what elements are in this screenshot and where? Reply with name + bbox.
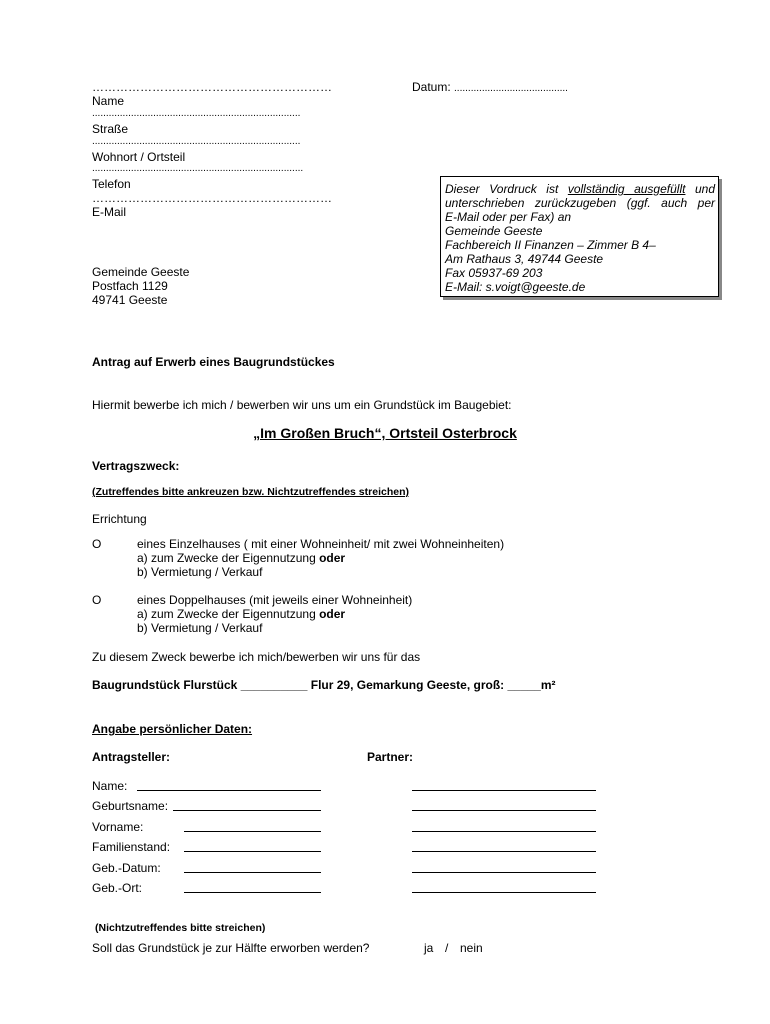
applicant-birthplace-line[interactable] [184, 892, 321, 893]
phone-dots: ............................................................................ [92, 163, 304, 174]
option2-line-2: a) zum Zwecke der Eigennutzung oder [137, 607, 346, 621]
recipient-line-1: Gemeinde Geeste [92, 265, 190, 279]
partner-firstname-line[interactable] [412, 831, 596, 832]
apply-text: Zu diesem Zweck bewerbe ich mich/bewerben wir uns für das [92, 650, 421, 664]
purpose-note: (Zutreffendes bitte ankreuzen bzw. Nichtzutreffendes streichen) [92, 486, 409, 498]
applicant-birthname-line[interactable] [173, 810, 321, 811]
name-dots: …………………………………………………… [92, 80, 332, 94]
partner-birthdate-line[interactable] [412, 872, 596, 873]
strike-note: (Nichtzutreffendes bitte streichen) [95, 922, 266, 934]
date-field [412, 80, 568, 94]
phone-label: Telefon [92, 177, 131, 191]
street-dots: ........................................................................... [92, 108, 301, 119]
half-question: Soll das Grundstück je zur Hälfte erworben werden? [92, 941, 370, 955]
email-dots: …………………………………………………… [92, 191, 332, 205]
name-label: Name [92, 94, 125, 108]
answer-separator: / [445, 941, 449, 955]
recipient-line-2: Postfach 1129 [92, 279, 168, 293]
birthname-field-label: Geburtsname: [92, 799, 169, 813]
partner-birthplace-line[interactable] [412, 892, 596, 893]
city-label: Wohnort / Ortsteil [92, 150, 186, 164]
intro-text: Hiermit bewerbe ich mich / bewerben wir uns um ein Grundstück im Baugebiet: [92, 398, 512, 412]
applicant-birthdate-line[interactable] [184, 872, 321, 873]
option2-text [137, 593, 412, 635]
name-field-label: Name: [92, 779, 128, 793]
option2-marker[interactable]: O [92, 593, 102, 607]
street-label: Straße [92, 122, 129, 136]
answer-yes[interactable]: ja [424, 941, 434, 955]
personal-heading: Angabe persönlicher Daten: [92, 722, 253, 736]
info-line-6: Am Rathaus 3, 49744 Geeste [445, 252, 604, 266]
partner-heading: Partner: [367, 750, 414, 764]
answer-no[interactable]: nein [460, 941, 483, 955]
option1-line-1: eines Einzelhauses ( mit einer Wohneinheit/ mit zwei Wohneinheiten) [137, 537, 505, 551]
info-line-4: Gemeinde Geeste [445, 224, 543, 238]
date-dots: ......................................... [454, 83, 568, 94]
city-dots: ........................................................................... [92, 136, 301, 147]
applicant-firstname-line[interactable] [184, 831, 321, 832]
partner-birthname-line[interactable] [412, 810, 596, 811]
applicant-heading: Antragsteller: [92, 750, 171, 764]
applicant-marital-line[interactable] [184, 851, 321, 852]
option1-text [137, 537, 504, 579]
info-line-7: Fax 05937-69 203 [445, 266, 543, 280]
option1-marker[interactable]: O [92, 537, 102, 551]
construction-label: Errichtung [92, 512, 147, 526]
recipient-line-3: 49741 Geeste [92, 293, 168, 307]
firstname-field-label: Vorname: [92, 820, 144, 834]
email-label: E-Mail [92, 205, 127, 219]
applicant-name-line[interactable] [137, 790, 321, 791]
info-box [440, 176, 719, 297]
area-title: „Im Großen Bruch“, Ortsteil Osterbrock [253, 425, 517, 441]
subject-heading: Antrag auf Erwerb eines Baugrundstückes [92, 355, 335, 369]
option2-line-1: eines Doppelhauses (mit jeweils einer Wohneinheit) [137, 593, 413, 607]
partner-name-line[interactable] [412, 790, 596, 791]
partner-marital-line[interactable] [412, 851, 596, 852]
plot-line: Baugrundstück Flurstück __________ Flur 29, Gemarkung Geeste, groß: _____m² [92, 678, 556, 692]
birthdate-field-label: Geb.-Datum: [92, 861, 161, 875]
option1-line-3: b) Vermietung / Verkauf [137, 565, 263, 579]
option1-line-2: a) zum Zwecke der Eigennutzung oder [137, 551, 346, 565]
birthplace-field-label: Geb.-Ort: [92, 881, 143, 895]
info-line-5: Fachbereich II Finanzen – Zimmer B 4– [445, 238, 656, 252]
option2-line-3: b) Vermietung / Verkauf [137, 621, 263, 635]
purpose-heading: Vertragszweck: [92, 459, 180, 473]
date-label: Datum: [412, 80, 451, 94]
info-line-1: Dieser Vordruck ist vollständig ausgefüllt und [445, 182, 716, 196]
info-line-3: E-Mail oder per Fax) an [445, 210, 572, 224]
info-line-2: unterschrieben zurückzugeben (ggf. auch per [445, 196, 715, 210]
marital-field-label: Familienstand: [92, 840, 171, 854]
info-line-8: E-Mail: s.voigt@geeste.de [445, 280, 586, 294]
